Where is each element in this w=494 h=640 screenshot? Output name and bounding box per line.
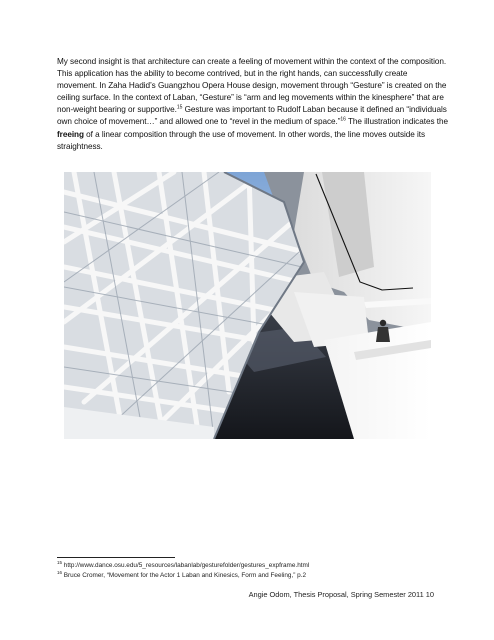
footnote-separator — [57, 557, 175, 558]
footnote-15 — [57, 559, 310, 570]
footnote-15-text: http://www.dance.osu.edu/5_resources/labanlab/gesturefolder/gestures_expframe.html — [62, 562, 310, 569]
footnote-16 — [57, 569, 307, 580]
page-footer: Angie Odom, Thesis Proposal, Spring Semester 2011 10 — [248, 590, 434, 599]
footnote-ref-15: 15 — [176, 104, 183, 111]
body-text-1: My second insight is that architecture can create a feeling of movement within the context of the composition. This application has the ability to become contrived, but in the right hands, can successfully create movement. In Zaha Hadid’s Guangzhou Opera House design, movement through “Gesture” is created on the ceiling surface. In the context of Laban, “Gesture” is “arm and leg movements within the kinesphere” that are non-weight bearing or supportive. — [57, 57, 447, 115]
body-paragraph — [57, 56, 449, 153]
footnote-15-number: 15 — [57, 559, 63, 565]
opera-house-photo — [64, 172, 431, 439]
footnote-ref-16: 16 — [340, 116, 346, 123]
body-text-2: Gesture was important to Rudolf Laban because it defined an “individuals own choice of movement…” and allowed one to “revel in the medium of space.” — [57, 105, 447, 127]
body-bold-word: freeing — [57, 129, 84, 139]
body-text-3: The illustration indicates the — [345, 117, 448, 127]
body-text-4: of a linear composition through the use of movement. In other words, the line moves outside its straightness. — [57, 129, 426, 151]
footnote-16-number: 16 — [57, 569, 63, 575]
footnote-16-text: Bruce Cromer, “Movement for the Actor 1 Laban and Kinesics, Form and Feeling,” p.2 — [62, 572, 307, 579]
